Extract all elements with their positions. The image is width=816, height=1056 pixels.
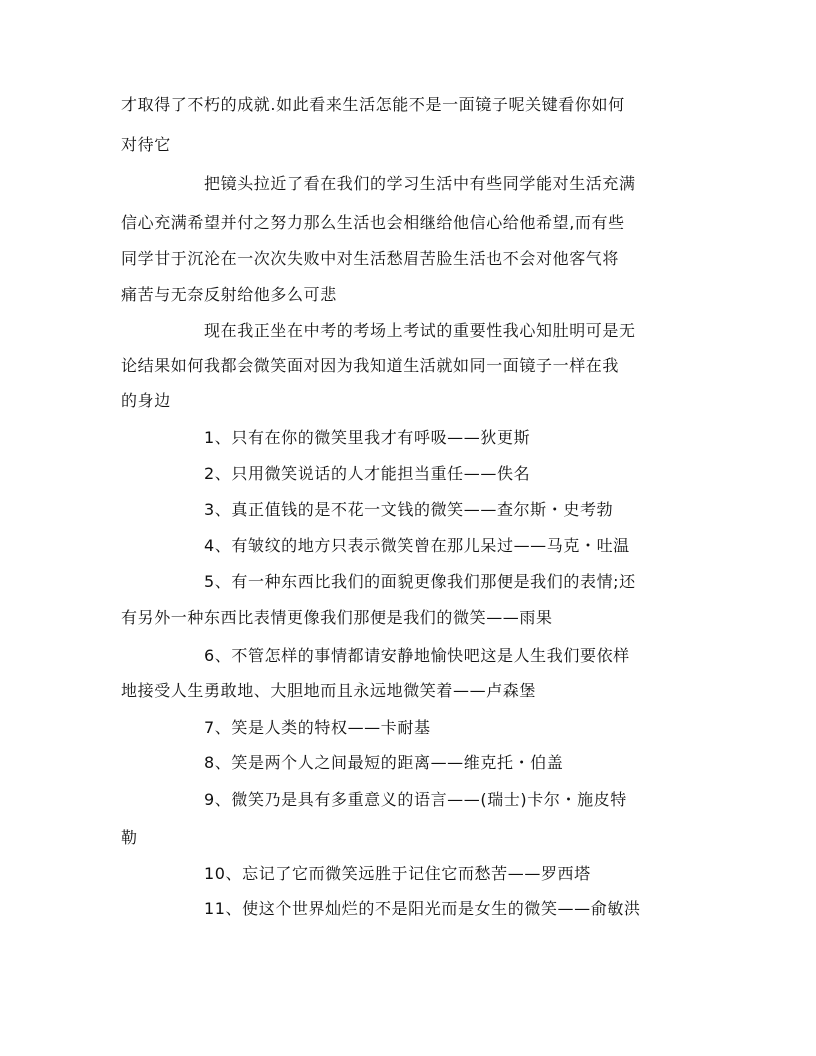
text-line-2: 对待它 — [121, 135, 171, 154]
text-line-8: 论结果如何我都会微笑面对因为我知道生活就如同一面镜子一样在我 — [121, 356, 620, 375]
text-line-6: 痛苦与无奈反射给他多么可悲 — [121, 285, 337, 304]
quote-9-line-1: 9、微笑乃是具有多重意义的语言——(瑞士)卡尔・施皮特 — [204, 790, 627, 809]
text-line-3: 把镜头拉近了看在我们的学习生活中有些同学能对生活充满 — [204, 174, 636, 193]
quote-7: 7、笑是人类的特权——卡耐基 — [204, 718, 431, 737]
quote-6-line-2: 地接受人生勇敢地、大胆地而且永远地微笑着——卢森堡 — [121, 681, 537, 700]
quote-6-line-1: 6、不管怎样的事情都请安静地愉快吧这是人生我们要依样 — [204, 646, 630, 665]
quote-2: 2、只用微笑说话的人才能担当重任——佚名 — [204, 464, 531, 483]
quote-8: 8、笑是两个人之间最短的距离——维克托・伯盖 — [204, 753, 564, 772]
quote-10: 10、忘记了它而微笑远胜于记住它而愁苦——罗西塔 — [204, 864, 591, 883]
quote-3: 3、真正值钱的是不花一文钱的微笑——查尔斯・史考勃 — [204, 500, 614, 519]
text-line-1: 才取得了不朽的成就.如此看来生活怎能不是一面镜子呢关键看你如何 — [121, 95, 625, 114]
quote-11: 11、使这个世界灿烂的不是阳光而是女生的微笑——俞敏洪 — [204, 899, 641, 918]
quote-1: 1、只有在你的微笑里我才有呼吸——狄更斯 — [204, 428, 531, 447]
quote-5-line-1: 5、有一种东西比我们的面貌更像我们那便是我们的表情;还 — [204, 572, 636, 591]
text-line-5: 同学甘于沉沦在一次次失败中对生活愁眉苦脸生活也不会对他客气将 — [121, 249, 620, 268]
text-line-9: 的身边 — [121, 391, 171, 410]
text-line-7: 现在我正坐在中考的考场上考试的重要性我心知肚明可是无 — [204, 321, 636, 340]
text-line-4: 信心充满希望并付之努力那么生活也会相继给他信心给他希望,而有些 — [121, 213, 625, 232]
quote-5-line-2: 有另外一种东西比表情更像我们那便是我们的微笑——雨果 — [121, 608, 553, 627]
quote-4: 4、有皱纹的地方只表示微笑曾在那儿呆过——马克・吐温 — [204, 536, 630, 555]
quote-9-line-2: 勒 — [121, 828, 138, 847]
